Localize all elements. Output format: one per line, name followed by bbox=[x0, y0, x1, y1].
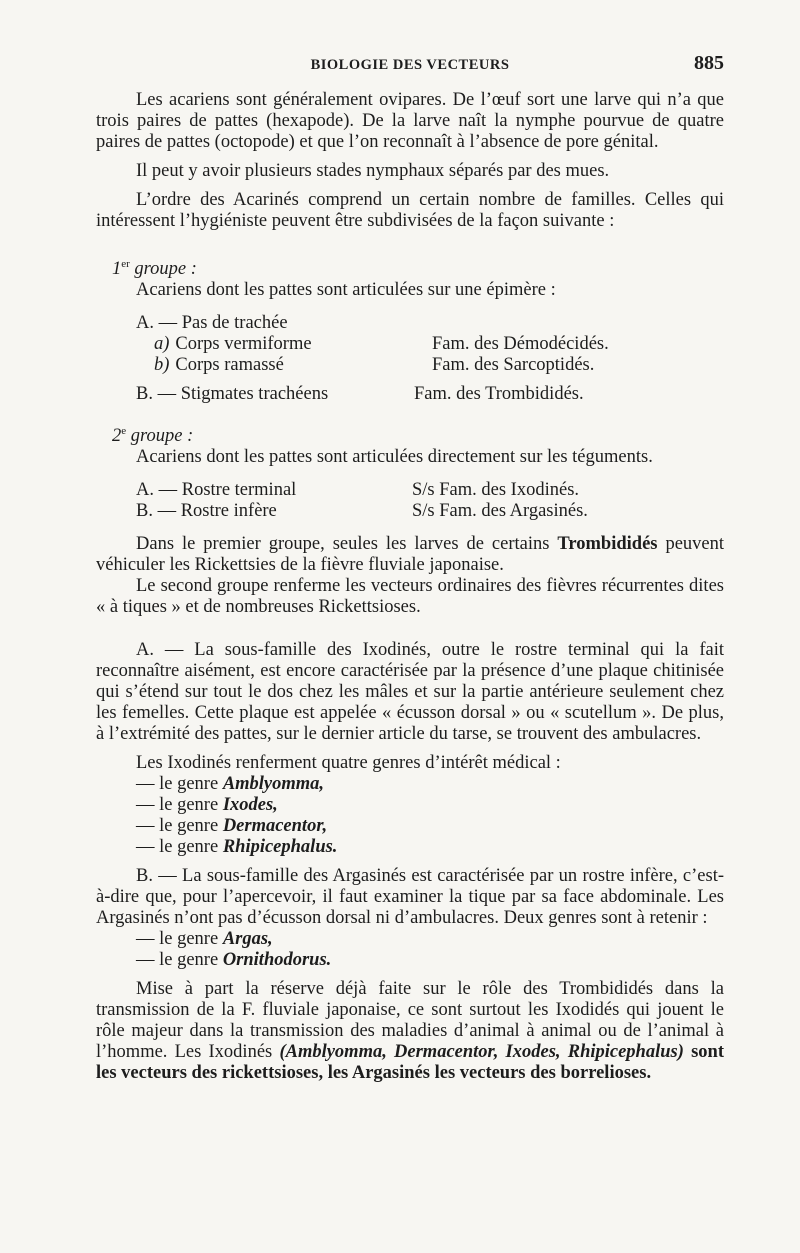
group-1-item-b-label: B. — Stigmates trachéens bbox=[136, 384, 329, 405]
paragraph-second-group: Le second groupe renferme les vecteurs ordinaires des fièvres récurrentes dites « à tiques » et de nombreuses Rickettsioses. bbox=[96, 576, 724, 618]
group-1-item-a-sub-2 bbox=[96, 355, 724, 376]
group-1-item-a-sub-1 bbox=[96, 334, 724, 355]
paragraph-first-group: Dans le premier groupe, seules les larves de certains Trombididés peuvent véhiculer les Rickettsies de la fièvre fluviale japonaise. bbox=[96, 534, 725, 576]
genus-item: — le genre Argas, bbox=[136, 929, 273, 950]
sub-text-ramasse: Corps ramassé bbox=[175, 355, 284, 376]
subfamily-argasines: S/s Fam. des Argasinés. bbox=[412, 501, 588, 522]
group-1-item-a bbox=[96, 313, 724, 334]
paragraph-argasines: B. — La sous-famille des Argasinés est caractérisée par un rostre infère, c’est-à-dire que, pour l’apercevoir, il faut examiner la tique par sa face abdominale. Les Argasinés n’ont pas d’écusson dorsal ni d’ambulacres. Deux genres sont à retenir : bbox=[96, 866, 724, 929]
group-2-item-a-label: A. — Rostre terminal bbox=[136, 480, 297, 501]
group-2-item-b bbox=[96, 501, 724, 522]
genus-item: — le genre Ixodes, bbox=[136, 795, 278, 816]
subfamily-ixodines: S/s Fam. des Ixodinés. bbox=[412, 480, 580, 501]
family-trombidides: Fam. des Trombididés. bbox=[414, 384, 584, 405]
paragraph-families-intro: L’ordre des Acarinés comprend un certain nombre de familles. Celles qui intéressent l’hygiéniste peuvent être subdivisées de la façon suivante : bbox=[96, 190, 724, 231]
group-1-item-a-label: A. — Pas de trachée bbox=[136, 313, 288, 334]
sub-letter-a: a) bbox=[154, 334, 170, 355]
page-body bbox=[96, 90, 724, 1084]
paragraph-conclusion: Mise à part la réserve déjà faite sur le rôle des Trombididés dans la transmission de la F. fluviale japonaise, ce sont surtout les Ixodidés qui jouent le rôle majeur dans la transmission des maladies d’animal à animal ou de l’animal à l’homme. Les Ixodinés (Amblyomma, Dermacentor, Ixodes, Rhipicephalus) sont les vecteurs des rickettsioses, les Argasinés les vecteurs des borrelioses. bbox=[96, 979, 724, 1084]
paragraph-ixodines-genera-intro: Les Ixodinés renferment quatre genres d’intérêt médical : bbox=[136, 753, 561, 774]
genus-item: — le genre Amblyomma, bbox=[136, 774, 325, 795]
page-number: 885 bbox=[694, 52, 724, 74]
paragraph-nymph-stages: Il peut y avoir plusieurs stades nymphaux séparés par des mues. bbox=[136, 161, 610, 181]
group-2-item-a bbox=[96, 480, 724, 501]
group-2-item-b-label: B. — Rostre infère bbox=[136, 501, 277, 522]
group-1-item-b bbox=[96, 384, 724, 405]
paragraph-oviparity: Les acariens sont généralement ovipares. De l’œuf sort une larve qui n’a que trois paires de pattes (hexapode). De la larve naît la nymphe pourvue de quatre paires de pattes (octopode) et que l’on reconnaît à l’absence de pore génital. bbox=[96, 90, 724, 152]
family-sarcoptides: Fam. des Sarcoptidés. bbox=[432, 355, 595, 376]
paragraph-ixodines: A. — La sous-famille des Ixodinés, outre le rostre terminal qui la fait reconnaître aisément, est encore caractérisée par la présence d’une plaque chitinisée qui s’étend sur tout le dos chez les mâles et sur la partie antérieure seulement chez les femelles. Cette plaque est appelée « écusson dorsal » ou « scutellum ». De plus, à l’extrémité des pattes, sur le dernier article du tarse, se trouvent des ambulacres. bbox=[96, 640, 724, 745]
group-1-description: Acariens dont les pattes sont articulées sur une épimère : bbox=[136, 280, 556, 301]
sub-letter-b: b) bbox=[154, 355, 170, 376]
genus-item: — le genre Rhipicephalus. bbox=[136, 837, 338, 858]
family-demodecides: Fam. des Démodécidés. bbox=[432, 334, 609, 355]
group-2-description: Acariens dont les pattes sont articulées directement sur les téguments. bbox=[136, 447, 653, 468]
sub-text-vermiform: Corps vermiforme bbox=[175, 334, 312, 355]
group-2-title: 2e groupe : bbox=[112, 425, 194, 447]
group-1-title: 1er groupe : bbox=[112, 258, 197, 280]
genus-item: — le genre Ornithodorus. bbox=[136, 950, 332, 971]
page-header bbox=[96, 52, 724, 76]
genus-item: — le genre Dermacentor, bbox=[136, 816, 328, 837]
running-title: BIOLOGIE DES VECTEURS bbox=[310, 57, 510, 73]
